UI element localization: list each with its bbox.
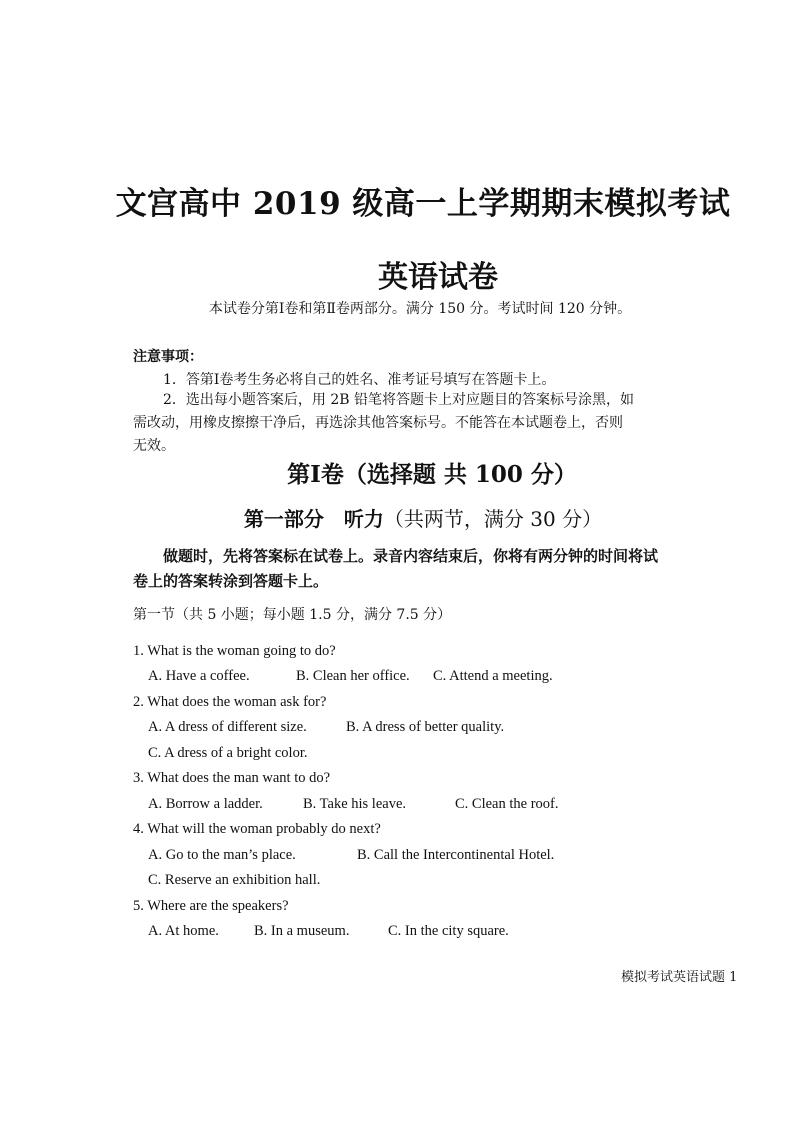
section-title: 第一节（共 5 小题；每小题 1.5 分，满分 7.5 分） bbox=[133, 607, 452, 623]
option-c: C. A dress of a bright color. bbox=[148, 745, 308, 761]
question-options bbox=[148, 668, 553, 685]
question-stem: 4. What will the woman probably do next? bbox=[133, 821, 381, 837]
notice-item-2-line-1: 2．选出每小题答案后，用 2B 铅笔将答题卡上对应题目的答案标号涂黑，如 bbox=[163, 392, 635, 408]
part-note: （共两节，满分 30 分） bbox=[383, 507, 603, 531]
question-options bbox=[148, 796, 559, 813]
question-stem: 2. What does the woman ask for? bbox=[133, 694, 327, 710]
option-c: C. Reserve an exhibition hall. bbox=[148, 872, 321, 888]
option-c: C. Attend a meeting. bbox=[433, 668, 553, 684]
option-a: A. Borrow a ladder. bbox=[148, 796, 263, 812]
exam-intro: 本试卷分第Ⅰ卷和第Ⅱ卷两部分。满分 150 分。考试时间 120 分钟。 bbox=[208, 301, 632, 317]
option-b: B. Take his leave. bbox=[303, 796, 407, 812]
question-options bbox=[148, 719, 504, 736]
option-b: B. In a museum. bbox=[254, 923, 350, 939]
question-stem: 5. Where are the speakers? bbox=[133, 898, 289, 914]
option-b: B. Clean her office. bbox=[296, 668, 410, 684]
question-stem: 3. What does the man want to do? bbox=[133, 770, 331, 786]
notice-item-2-line-2: 需改动，用橡皮擦擦干净后，再选涂其他答案标号。不能答在本试题卷上，否则 bbox=[133, 415, 623, 431]
notice-item-2-line-3: 无效。 bbox=[133, 438, 175, 454]
question-options bbox=[148, 847, 554, 864]
option-a: A. Have a coffee. bbox=[148, 668, 250, 684]
directions-line-2: 卷上的答案转涂到答题卡上。 bbox=[133, 572, 329, 590]
question-stem: 1. What is the woman going to do? bbox=[133, 643, 336, 659]
option-b: B. Call the Intercontinental Hotel. bbox=[357, 847, 555, 863]
option-b: B. A dress of better quality. bbox=[346, 719, 505, 735]
option-c: C. In the city square. bbox=[388, 923, 509, 939]
exam-title: 文宫高中 2019 级高一上学期期末模拟考试 bbox=[115, 186, 731, 222]
part-title: 第一部分 听力 bbox=[243, 507, 384, 531]
notice-heading: 注意事项： bbox=[133, 349, 203, 365]
exam-subtitle: 英语试卷 bbox=[378, 260, 498, 295]
volume-title: 第Ⅰ卷（选择题 共 100 分） bbox=[287, 461, 577, 488]
directions-line-1: 做题时，先将答案标在试卷上。录音内容结束后，你将有两分钟的时间将试 bbox=[163, 547, 659, 565]
option-a: A. Go to the man’s place. bbox=[148, 847, 296, 863]
page-footer: 模拟考试英语试题 1 bbox=[621, 970, 738, 985]
option-c: C. Clean the roof. bbox=[455, 796, 559, 812]
notice-item-1: 1．答第Ⅰ卷考生务必将自己的姓名、准考证号填写在答题卡上。 bbox=[163, 372, 556, 388]
part-heading bbox=[0, 503, 794, 532]
option-a: A. A dress of different size. bbox=[148, 719, 307, 735]
question-options bbox=[148, 923, 509, 940]
option-a: A. At home. bbox=[148, 923, 219, 939]
